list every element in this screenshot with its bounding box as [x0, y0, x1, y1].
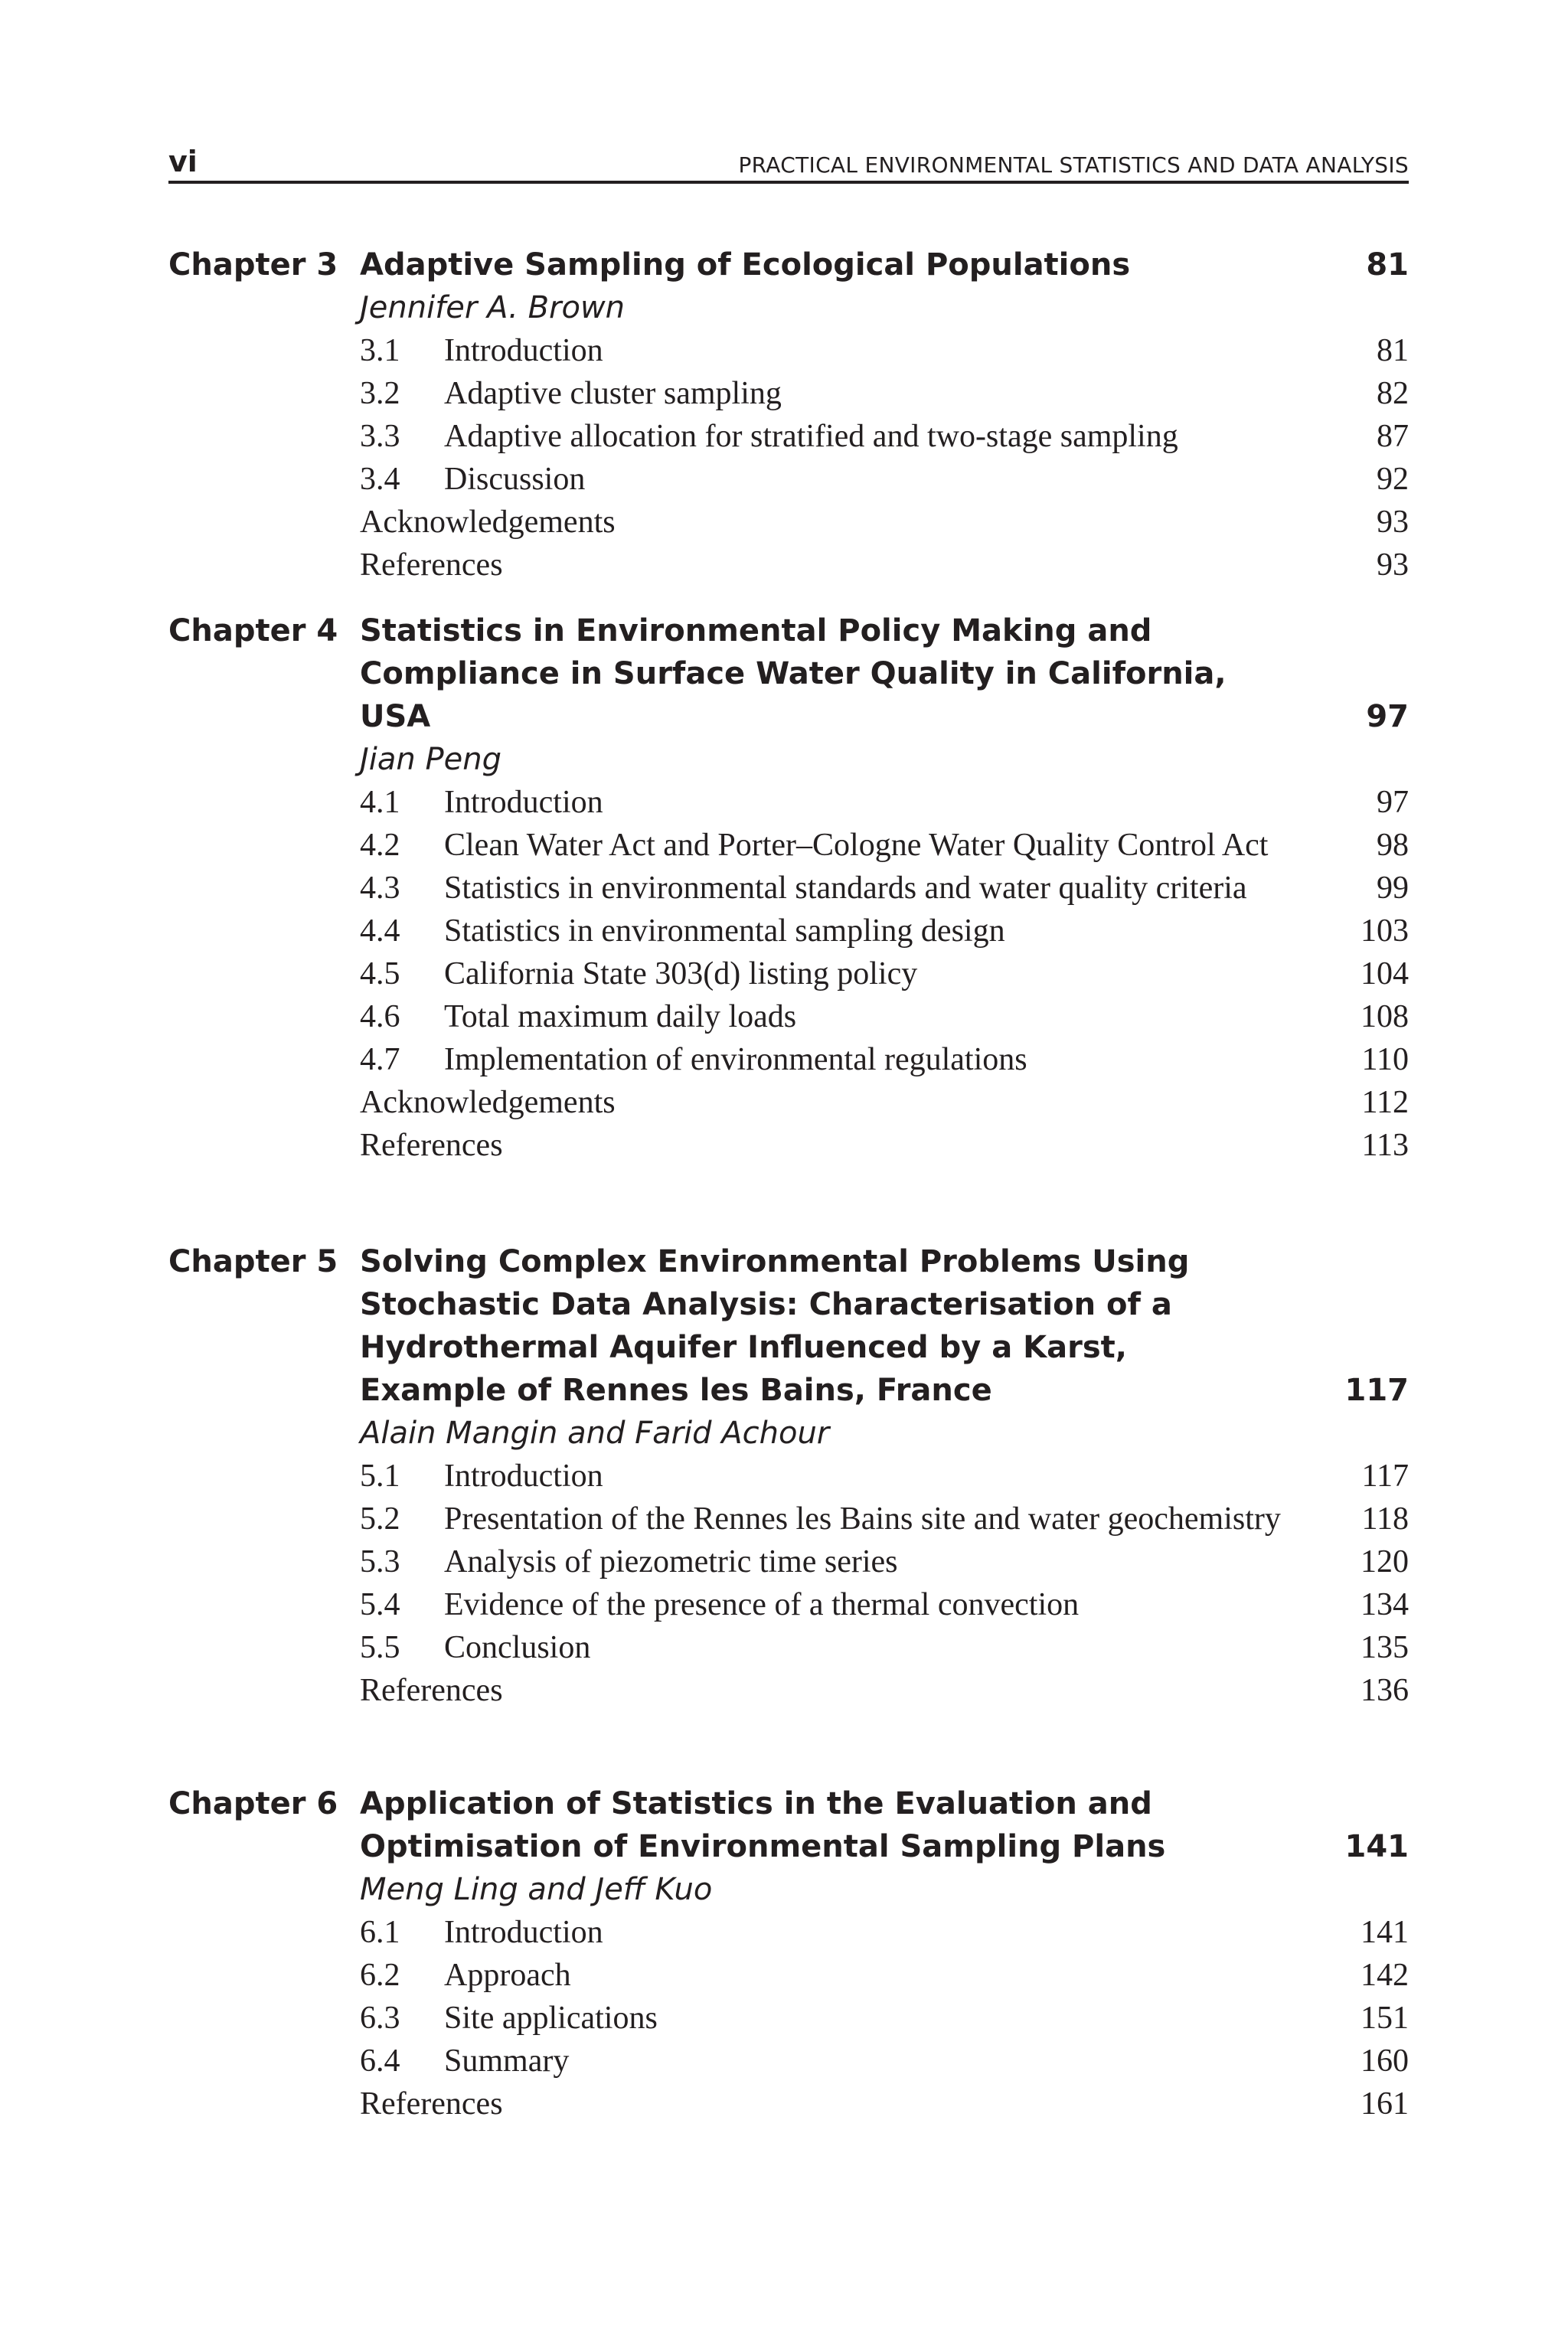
toc-entry	[360, 824, 1409, 867]
section-page: 117	[1361, 1459, 1409, 1494]
toc-entry	[360, 544, 1409, 586]
section-number: 5.5	[360, 1630, 400, 1665]
section-page: 98	[1377, 828, 1409, 863]
section-page: 81	[1377, 333, 1409, 368]
section-number: 3.3	[360, 419, 400, 454]
toc-entry	[360, 952, 1409, 995]
section-title: Implementation of environmental regulations	[444, 1042, 1027, 1077]
section-title: Presentation of the Rennes les Bains site and water geochemistry	[444, 1501, 1281, 1537]
section-title: Statistics in environmental standards and water quality criteria	[444, 871, 1247, 906]
toc-entry	[360, 1498, 1409, 1540]
section-page: 93	[1377, 505, 1409, 540]
toc-entry	[360, 415, 1409, 458]
toc-entry	[360, 1669, 1409, 1712]
section-number: 3.1	[360, 333, 400, 368]
toc-entry	[360, 1540, 1409, 1583]
toc-entry	[360, 1081, 1409, 1124]
section-number: 4.4	[360, 913, 400, 949]
section-title: Adaptive allocation for stratified and two-stage sampling	[444, 419, 1178, 454]
toc-entry	[360, 1954, 1409, 1997]
chapter-title: Solving Complex Environmental Problems Using Stochastic Data Analysis: Characterisation of a Hydrothermal Aquifer Influenced by a Karst, Example of Rennes les Bains, France	[360, 1244, 1190, 1408]
section-page: 112	[1361, 1085, 1409, 1120]
toc-entry	[360, 910, 1409, 952]
toc-entry	[360, 501, 1409, 544]
toc-entry	[360, 1911, 1409, 1954]
section-page: 141	[1361, 1915, 1409, 1950]
toc-entry	[360, 867, 1409, 910]
chapter-page: 141	[1344, 1829, 1409, 1864]
section-page: 151	[1361, 2001, 1409, 2036]
toc-entry	[360, 995, 1409, 1038]
section-title: Approach	[444, 1958, 571, 1993]
section-title: Introduction	[444, 1459, 603, 1494]
running-header	[168, 138, 1409, 184]
chapter-page: 117	[1344, 1373, 1409, 1408]
section-title: Acknowledgements	[360, 505, 616, 540]
section-title: References	[360, 1673, 503, 1708]
toc-entry	[360, 2040, 1409, 2082]
section-number: 4.2	[360, 828, 400, 863]
section-number: 4.5	[360, 956, 400, 991]
chapter-author: Meng Ling and Jeff Kuo	[360, 1872, 713, 1907]
section-title: Site applications	[444, 2001, 658, 2036]
section-page: 160	[1361, 2043, 1409, 2079]
section-page: 104	[1361, 956, 1409, 991]
chapter-title: Application of Statistics in the Evaluation and Optimisation of Environmental Sampling Plans	[360, 1786, 1166, 1864]
toc-entry	[360, 781, 1409, 824]
section-number: 3.2	[360, 376, 400, 411]
toc-entry	[360, 372, 1409, 415]
section-page: 142	[1361, 1958, 1409, 1993]
section-number: 6.4	[360, 2043, 400, 2079]
section-number: 4.3	[360, 871, 400, 906]
chapter-title: Statistics in Environmental Policy Making and Compliance in Surface Water Quality in California, USA	[360, 613, 1227, 734]
section-title: Introduction	[444, 333, 603, 368]
section-page: 134	[1361, 1587, 1409, 1622]
chapter-label: Chapter 3	[168, 247, 338, 283]
toc-entry	[360, 2082, 1409, 2125]
section-page: 87	[1377, 419, 1409, 454]
section-number: 6.3	[360, 2001, 400, 2036]
section-page: 99	[1377, 871, 1409, 906]
toc-entry	[360, 1455, 1409, 1498]
section-page: 92	[1377, 462, 1409, 497]
section-number: 5.4	[360, 1587, 400, 1622]
chapter-page: 81	[1366, 247, 1409, 283]
chapter-page: 97	[1366, 699, 1409, 734]
section-title: Introduction	[444, 1915, 603, 1950]
chapter-author: Alain Mangin and Farid Achour	[360, 1416, 830, 1451]
toc-entry	[360, 1038, 1409, 1081]
section-title: Discussion	[444, 462, 586, 497]
section-title: References	[360, 2086, 503, 2122]
chapter-label: Chapter 6	[168, 1786, 338, 1821]
section-title: Conclusion	[444, 1630, 591, 1665]
section-title: Summary	[444, 2043, 570, 2079]
section-title: References	[360, 1128, 503, 1163]
section-title: Evidence of the presence of a thermal convection	[444, 1587, 1080, 1622]
section-title: Clean Water Act and Porter–Cologne Water Quality Control Act	[444, 828, 1269, 863]
toc-entry	[360, 458, 1409, 501]
section-page: 93	[1377, 547, 1409, 583]
section-number: 6.1	[360, 1915, 400, 1950]
section-page: 120	[1361, 1544, 1409, 1579]
section-title: Acknowledgements	[360, 1085, 616, 1120]
toc-entry	[360, 1583, 1409, 1626]
section-number: 5.1	[360, 1459, 400, 1494]
section-page: 136	[1361, 1673, 1409, 1708]
section-title: Statistics in environmental sampling design	[444, 913, 1005, 949]
section-number: 5.3	[360, 1544, 400, 1579]
toc-entry	[360, 329, 1409, 372]
chapter-title: Adaptive Sampling of Ecological Populations	[360, 247, 1131, 283]
section-page: 103	[1361, 913, 1409, 949]
section-page: 82	[1377, 376, 1409, 411]
section-number: 6.2	[360, 1958, 400, 1993]
chapter-label: Chapter 5	[168, 1244, 338, 1279]
section-page: 118	[1361, 1501, 1409, 1537]
section-number: 4.7	[360, 1042, 400, 1077]
section-page: 113	[1361, 1128, 1409, 1163]
chapter-label: Chapter 4	[168, 613, 338, 648]
section-page: 97	[1377, 785, 1409, 820]
section-number: 4.6	[360, 999, 400, 1034]
page-number: vi	[168, 145, 198, 178]
toc-entry	[360, 1626, 1409, 1669]
section-title: References	[360, 547, 503, 583]
section-page: 110	[1361, 1042, 1409, 1077]
section-page: 108	[1361, 999, 1409, 1034]
toc-entry	[360, 1124, 1409, 1167]
section-page: 135	[1361, 1630, 1409, 1665]
running-title: PRACTICAL ENVIRONMENTAL STATISTICS AND DATA ANALYSIS	[738, 152, 1409, 178]
section-title: Total maximum daily loads	[444, 999, 797, 1034]
section-title: Introduction	[444, 785, 603, 820]
section-number: 4.1	[360, 785, 400, 820]
toc-entry	[360, 1997, 1409, 2040]
chapter-author: Jian Peng	[360, 742, 501, 777]
section-title: Adaptive cluster sampling	[444, 376, 782, 411]
section-page: 161	[1361, 2086, 1409, 2122]
chapter-author: Jennifer A. Brown	[360, 290, 626, 325]
section-number: 5.2	[360, 1501, 400, 1537]
section-title: California State 303(d) listing policy	[444, 956, 918, 991]
section-number: 3.4	[360, 462, 400, 497]
section-title: Analysis of piezometric time series	[444, 1544, 898, 1579]
